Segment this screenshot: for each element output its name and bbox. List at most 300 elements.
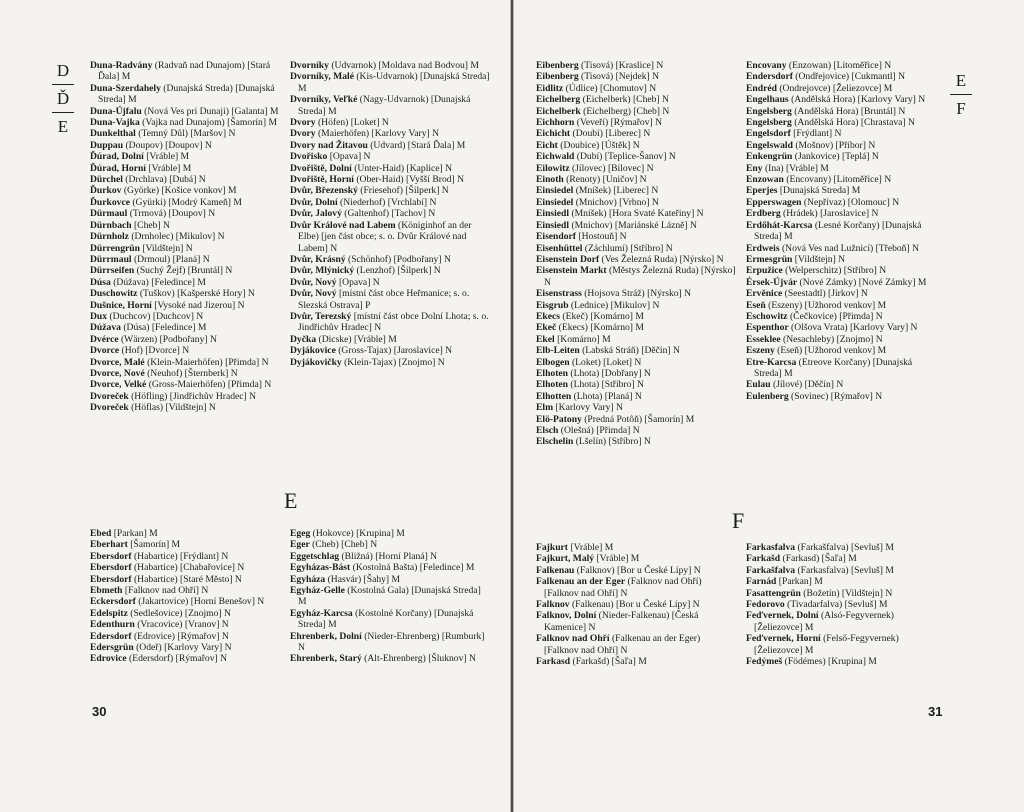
gazetteer-entry [536, 140, 736, 151]
entry-details: (Tisová) [Kraslice] N [578, 60, 664, 71]
gazetteer-entry [290, 265, 490, 276]
tab-letter-e: E [955, 71, 967, 90]
entry-headword: Etre-Karcsa [746, 356, 797, 368]
entry-headword: Falkenau an der Eger [536, 576, 626, 588]
right-page [513, 0, 1024, 812]
gazetteer-entry [290, 311, 490, 334]
entry-headword: Falknov nad Ohří [536, 633, 610, 645]
entry-headword: Dyčka [290, 333, 317, 345]
entry-headword: Ehrenberk, Dolní [290, 630, 362, 642]
entry-headword: Eulau [746, 379, 771, 391]
entry-details: (Schönhof) [Podbořany] N [345, 253, 451, 265]
entry-headword: Elö-Patony [536, 413, 582, 425]
entry-headword: Encovany [746, 60, 787, 71]
entry-details: (Lhota) [Stříbro] N [568, 379, 644, 391]
gazetteer-entry [746, 185, 942, 196]
entry-details: (Friesehof) [Šilperk] N [357, 185, 449, 197]
entry-details: (Jakartovice) [Horní Benešov] N [135, 596, 265, 608]
gazetteer-entry [90, 345, 288, 356]
entry-details: (Bližná) [Horní Planá] N [339, 550, 438, 562]
entry-details: (Mnichov) [Mariánské Lázně] N [569, 219, 697, 231]
entry-details: (Nieder-Ehrenberg) [Rumburk] N [298, 630, 485, 654]
entry-details: (Dubí) [Teplice-Šanov] N [574, 151, 676, 163]
gazetteer-entry [90, 653, 288, 664]
entry-details: (Dúsa) [Feledince] M [120, 322, 207, 334]
entry-headword: Dvůr, Nový [290, 276, 337, 288]
gazetteer-entry [290, 608, 490, 631]
gazetteer-entry [290, 220, 490, 254]
section-letter: F [732, 508, 745, 533]
entry-headword: Eckersdorf [90, 596, 136, 608]
gazetteer-entry [746, 117, 942, 128]
entry-headword: Duna-Szerdahely [90, 82, 161, 94]
entry-details: [Karlovy Vary] N [553, 402, 623, 414]
gazetteer-entry [90, 117, 288, 128]
entry-headword: Ďurkov [90, 185, 122, 197]
gazetteer-entry [536, 254, 736, 265]
gazetteer-entry [290, 94, 490, 117]
entry-headword: Enkengrün [746, 151, 793, 163]
entry-headword: Ekecs [536, 310, 560, 322]
gazetteer-entry [90, 106, 288, 117]
entry-details: (Nieder-Falkenau) [Česká Kamenice] N [544, 610, 699, 633]
entry-details: [Vráble] M [594, 553, 640, 565]
gazetteer-entry [290, 562, 490, 573]
gazetteer-entry [290, 631, 490, 654]
entry-details: (Udvard) [Stará Ďala] M [367, 139, 466, 151]
entry-details: [místní část obce Dolní Lhota; s. o. Jindřichův Hradec] N [298, 310, 489, 334]
entry-details: (Doubice) [Úštěk] N [557, 139, 640, 151]
entry-headword: Erpužice [746, 265, 783, 277]
entry-details: (Niederhof) [Vrchlabí] N [337, 196, 437, 208]
entry-headword: Einoth [536, 174, 564, 186]
gazetteer-entry [290, 288, 490, 311]
gazetteer-entry [536, 633, 736, 656]
gazetteer-entry [290, 357, 490, 368]
entries-column-bottom-left [90, 528, 288, 665]
entry-details: (Ekeč) [Komárno] M [559, 310, 644, 322]
entry-details: (Farkašd) [Šaľa] M [570, 656, 647, 668]
entry-headword: Einsiedl [536, 208, 570, 220]
entry-details: (Nesachleby) [Znojmo] N [780, 333, 883, 345]
entry-details: (Falknov) [Bor u České Lípy] N [574, 564, 701, 576]
gazetteer-entry [746, 588, 942, 599]
gazetteer-entry [90, 551, 288, 562]
entry-headword: Dvoreček [90, 390, 129, 402]
gazetteer-entry [290, 528, 490, 539]
entry-details: (Felső-Fegyvernek) [Želiezovce] M [754, 633, 899, 656]
gazetteer-entry [90, 151, 288, 162]
entry-details: (Drnholec) [Mikulov] N [128, 231, 225, 243]
entry-details: (Lhota) [Planá] N [571, 390, 642, 402]
entry-details: (Ina) [Vráble] M [762, 162, 829, 174]
entry-headword: Eseň [746, 299, 766, 311]
gazetteer-entry [746, 265, 942, 276]
gazetteer-entry [290, 334, 490, 345]
entry-details: [Šamorín] M [127, 539, 181, 551]
entry-headword: Ebmeth [90, 585, 123, 597]
entry-details: (Eseň) [Užhorod venkov] M [774, 345, 887, 357]
entry-details: (Labská Stráň) [Děčín] N [579, 345, 680, 357]
gazetteer-entry [90, 596, 288, 607]
gazetteer-entry [746, 208, 942, 219]
entry-details: [Vráble] M [567, 542, 614, 553]
entry-details: (Nová Ves pri Dunaji) [Galanta] M [141, 105, 279, 117]
gazetteer-entry [536, 436, 736, 447]
entry-headword: Egeg [290, 528, 311, 539]
gazetteer-entry [90, 128, 288, 139]
entry-headword: Dürrengrün [90, 242, 140, 254]
gazetteer-entry [536, 94, 736, 105]
gazetteer-entry [536, 163, 736, 174]
entry-details: (Farkasfalva) [Sevluš] M [795, 564, 894, 576]
entry-details: (Ves Železná Ruda) [Nýrsko] N [599, 253, 724, 265]
gazetteer-entry [746, 334, 942, 345]
entry-headword: Egyház-Karcsa [290, 607, 353, 619]
gazetteer-entry [536, 185, 736, 196]
entry-headword: Fasattengrün [746, 587, 801, 599]
gazetteer-entry [90, 322, 288, 333]
entry-details: (Dunajská Streda) [Dunajská Streda] M [98, 82, 275, 106]
entry-details: (Temný Důl) [Maršov] N [135, 128, 236, 140]
gazetteer-entry [90, 528, 288, 539]
entry-details: [Hostouň] N [575, 231, 627, 243]
gazetteer-entry [290, 551, 490, 562]
entry-headword: Espenthor [746, 322, 789, 334]
entry-headword: Falknov [536, 599, 570, 611]
gazetteer-entry [536, 576, 736, 599]
gazetteer-entry [90, 220, 288, 231]
entry-headword: Erdőhát-Karcsa [746, 219, 813, 231]
entry-headword: Dvůr Králové nad Labem [290, 219, 396, 231]
entry-details: (Kostolné Korčany) [Dunajská Streda] M [298, 607, 474, 631]
entry-headword: Feďvernek, Horní [746, 633, 821, 645]
entry-headword: Dúsa [90, 276, 111, 288]
gazetteer-entry [536, 60, 736, 71]
entry-headword: Dürmaul [90, 208, 128, 220]
entry-headword: Ekel [536, 333, 555, 345]
entry-details: (Falknov nad Ohří) [Falknov nad Ohří] N [544, 576, 702, 599]
entry-details: [Cheb] N [131, 219, 170, 231]
entry-headword: Farkasd [536, 656, 571, 668]
entry-details: (Alsó-Fegyvernek) [Želiezovce] M [754, 610, 894, 633]
gazetteer-entry [536, 197, 736, 208]
entry-details: (Lednice) [Mikulov] N [568, 299, 660, 311]
entry-details: [Parkan] M [776, 576, 823, 588]
gazetteer-entry [90, 265, 288, 276]
entry-headword: Ebed [90, 528, 112, 539]
gazetteer-entry [290, 140, 490, 151]
entry-details: (Vajka nad Dunajom) [Šamorín] M [139, 117, 277, 129]
entry-details: (Údlice) [Chomutov] N [563, 82, 657, 94]
entry-details: (Eichelberk) [Cheb] N [580, 94, 669, 106]
gazetteer-entry [536, 565, 736, 576]
gazetteer-entry [536, 128, 736, 139]
entry-headword: Engelsberg [746, 117, 792, 129]
gazetteer-entry [536, 425, 736, 436]
entry-headword: Enzowan [746, 174, 784, 186]
entry-details: (Lšelín) [Stříbro] N [573, 436, 651, 448]
entry-headword: Elschelin [536, 436, 574, 448]
entry-headword: Falkenau [536, 564, 575, 576]
entry-headword: Einsiedl [536, 219, 570, 231]
entry-details: (Sovinec) [Rýmařov] N [788, 390, 883, 402]
entry-headword: Ďurkovce [90, 196, 130, 208]
entry-headword: Eggetschlag [290, 550, 340, 562]
entry-details: (Drmoul) [Planá] N [131, 253, 210, 265]
entry-headword: Epperswagen [746, 196, 802, 208]
gazetteer-entry [90, 631, 288, 642]
gazetteer-entry [290, 574, 490, 585]
entry-details: (Predná Potôň) [Šamorín] M [581, 413, 695, 425]
entry-headword: Edenthurn [90, 619, 135, 631]
entry-headword: Farkašd [746, 553, 781, 565]
entry-details: (Tuškov) [Kašperské Hory] N [137, 288, 255, 300]
entry-headword: Dvorníky, Malé [290, 71, 354, 83]
entry-headword: Eilowitz [536, 162, 570, 174]
entry-details: (Klein-Maierhöfen) [Přimda] N [144, 356, 269, 368]
gazetteer-entry [746, 151, 942, 162]
entry-headword: Fedorovo [746, 599, 785, 611]
entry-details: (Cheb) [Cheb] N [309, 539, 378, 551]
gazetteer-entry [536, 151, 736, 162]
gazetteer-entry [90, 402, 288, 413]
entry-headword: Einsiedel [536, 185, 574, 197]
left-page [0, 0, 511, 812]
gazetteer-entry [290, 585, 490, 608]
entry-headword: Dvůr, Mlýnický [290, 265, 355, 277]
entry-details: (Trmová) [Doupov] N [127, 208, 216, 220]
entry-details: (Mnichov) [Vrbno] N [573, 196, 659, 208]
entry-details: (Jankovice) [Teplá] N [792, 151, 879, 163]
entry-details: (Höflas) [Vildštejn] N [128, 402, 216, 414]
entry-details: (Eszeny) [Užhorod venkov] M [765, 299, 887, 311]
gazetteer-entry [536, 288, 736, 299]
gazetteer-entry [746, 391, 942, 402]
entry-headword: Egyháza [290, 573, 326, 585]
entry-headword: Erdberg [746, 208, 781, 220]
entry-details: [Dunajská Streda] M [777, 185, 861, 197]
entry-headword: Egyház-Gelle [290, 585, 345, 597]
gazetteer-entry [746, 197, 942, 208]
entry-details: (Olešná) [Přimda] N [558, 425, 640, 436]
tab-letter-f: F [956, 99, 966, 118]
gazetteer-entry [746, 163, 942, 174]
section-letter: E [284, 488, 298, 513]
entry-headword: Eulenberg [746, 390, 789, 402]
gazetteer-entry [90, 608, 288, 619]
gazetteer-entry [746, 379, 942, 390]
entry-details: (Lenzhof) [Šilperk] N [354, 265, 441, 277]
gazetteer-entry [536, 83, 736, 94]
entry-details: (Olšova Vrata) [Karlovy Vary] N [788, 322, 918, 334]
entry-headword: Ermesgrün [746, 253, 793, 265]
gazetteer-entry [746, 610, 942, 633]
entry-headword: Farkasfalva [746, 542, 796, 553]
entry-headword: Edrovice [90, 653, 127, 665]
entry-details: (Unter-Haid) [Kaplice] N [351, 162, 453, 174]
gazetteer-entry [746, 576, 942, 587]
entry-details: (Klein-Tajax) [Znojmo] N [341, 356, 445, 368]
entry-details: (Königinhof an der Elbe) [jen část obce; s. o. Dvůr Králové nad Labem] N [298, 219, 472, 254]
gazetteer-entry [290, 345, 490, 356]
entry-details: (Čečkovice) [Přimda] N [787, 310, 883, 322]
entry-headword: Elhoten [536, 367, 568, 379]
gazetteer-entry [90, 585, 288, 596]
gazetteer-entry [536, 553, 736, 564]
entry-details: [Falknov nad Ohří] N [122, 585, 209, 597]
gazetteer-entry [90, 254, 288, 265]
entry-headword: Dvory nad Žitavou [290, 139, 368, 151]
tab-letter-d: D [56, 61, 70, 80]
gazetteer-entry [536, 379, 736, 390]
entries-column-bottom-right [290, 528, 490, 665]
entry-headword: Elsch [536, 425, 559, 436]
entry-details: (Jílovec) [Bílovec] N [569, 162, 654, 174]
entry-headword: Engelsberg [746, 105, 792, 117]
gazetteer-entry [746, 656, 942, 667]
entry-headword: Eisgrub [536, 299, 569, 311]
entry-headword: Einsiedel [536, 196, 574, 208]
entry-headword: Dvořisko [290, 151, 328, 163]
entry-details: (Ondrejovce) [Želiezovce] M [776, 82, 893, 94]
entry-headword: Dvory [290, 128, 316, 140]
tab-divider [950, 94, 972, 95]
entry-headword: Duna-Vajka [90, 117, 140, 129]
entry-details: (Seestadtl) [Jirkov] N [782, 288, 868, 300]
entry-details: (Veveří) [Rýmařov] N [574, 117, 663, 129]
gazetteer-entry [746, 565, 942, 576]
entry-headword: Dürrseifen [90, 265, 135, 277]
entry-headword: Dvorce, Velké [90, 379, 147, 391]
entry-headword: Engelhaus [746, 94, 789, 106]
entry-headword: Ďúrad, Horní [90, 162, 146, 174]
entry-details: (Höfling) [Jindřichův Hradec] N [128, 390, 257, 402]
entry-headword: Ebersdorf [90, 550, 132, 562]
gazetteer-entry [746, 357, 942, 380]
gazetteer-entry [536, 357, 736, 368]
entry-details: (Wärzen) [Podbořany] N [118, 333, 217, 345]
entry-headword: Ervěnice [746, 288, 783, 300]
entry-headword: Dürrmaul [90, 253, 132, 265]
entry-details: [Parkan] M [111, 528, 158, 539]
entry-details: (Ekecs) [Komárno] M [556, 322, 644, 334]
gazetteer-entry [290, 653, 490, 664]
entry-headword: Eidlitz [536, 82, 564, 94]
entry-details: (Hokovce) [Krupina] M [310, 528, 405, 539]
gazetteer-entry [90, 197, 288, 208]
gazetteer-entry [90, 619, 288, 630]
gazetteer-entry [746, 553, 942, 564]
entry-headword: Eichhorn [536, 117, 575, 129]
entry-headword: Dvoreček [90, 402, 129, 414]
gazetteer-entry [90, 379, 288, 390]
gazetteer-entry [90, 574, 288, 585]
page-number: 30 [92, 704, 107, 719]
entry-headword: Dürnbach [90, 219, 132, 231]
entry-headword: Eisenstein Markt [536, 265, 607, 277]
entry-headword: Eschowitz [746, 310, 788, 322]
gazetteer-entry [536, 265, 736, 288]
entry-details: (Suchý Žejf) [Bruntál] N [134, 265, 233, 277]
entry-details: (Nová Ves nad Lužnicí) [Třeboň] N [779, 242, 919, 254]
gazetteer-entry [746, 128, 942, 139]
entry-headword: Dvořiště, Horní [290, 174, 354, 186]
entry-details: (Gyürki) [Modrý Kameň] M [129, 196, 242, 208]
gazetteer-entry [90, 539, 288, 550]
gazetteer-entry [536, 117, 736, 128]
entry-details: (Duchcov) [Duchcov] N [107, 310, 204, 322]
entry-headword: Dyjákovičky [290, 356, 342, 368]
entry-headword: Eisenstein Dorf [536, 253, 600, 265]
gazetteer-entry [90, 357, 288, 368]
entry-details: (Vracovice) [Vranov] N [134, 619, 229, 631]
tab-divider [52, 84, 74, 85]
entry-details: (Edersdorf) [Rýmařov] N [126, 653, 228, 665]
entry-details: (Edrovice) [Rýmařov] N [131, 630, 229, 642]
entries-column-bottom-left [536, 542, 736, 667]
entry-details: (Hrádek) [Jaroslavice] N [780, 208, 879, 220]
entry-details: (Sedlešovice) [Znojmo] N [127, 607, 231, 619]
gazetteer-entry [290, 539, 490, 550]
entry-headword: Dvůr, Jalový [290, 208, 342, 220]
entry-headword: Ebersdorf [90, 562, 132, 574]
entry-details: (Nové Zámky) [Nové Zámky] M [797, 276, 927, 288]
entry-headword: Eicht [536, 139, 558, 151]
gazetteer-entry [746, 140, 942, 151]
entry-details: [Frýdlant] N [790, 128, 842, 140]
entry-headword: Engelsdorf [746, 128, 791, 140]
entry-headword: Eisendorf [536, 231, 576, 243]
gazetteer-entry [90, 391, 288, 402]
entry-headword: Dvůr, Březenský [290, 185, 358, 197]
entry-headword: Duppau [90, 139, 124, 151]
gazetteer-entry [90, 231, 288, 242]
entry-details: (Ober-Haid) [Vyšší Brod] N [353, 174, 465, 186]
entry-details: (Galtenhof) [Tachov] N [341, 208, 436, 220]
entry-headword: Dvory [290, 117, 316, 129]
entry-details: (Hojsova Stráž) [Nýrsko] N [581, 288, 692, 300]
entry-details: [Vysoké nad Jizerou] N [151, 299, 245, 311]
gazetteer-entry [746, 288, 942, 299]
entry-headword: Ebersdorf [90, 573, 132, 585]
entry-details: (Dúžava) [Feledince] M [110, 276, 206, 288]
gazetteer-entry [746, 542, 942, 553]
entry-details: (Födémes) [Krupina] M [782, 656, 877, 668]
entry-details: (Neuhof) [Šternberk] N [144, 367, 238, 379]
gazetteer-entry [536, 656, 736, 667]
entry-headword: Duna-Radvány [90, 60, 153, 71]
entry-details: (Loket) [Loket] N [569, 356, 642, 368]
gazetteer-entry [746, 633, 942, 656]
entry-headword: Elb-Leiten [536, 345, 580, 357]
gazetteer-entry [290, 277, 490, 288]
entry-details: (Gross-Tajax) [Jaroslavice] N [335, 345, 453, 357]
entry-headword: Eny [746, 162, 763, 174]
entry-headword: Dúžava [90, 322, 121, 334]
gazetteer-entry [90, 243, 288, 254]
gazetteer-entry [536, 610, 736, 633]
entry-details: (Farkasd) [Šaľa] M [780, 553, 857, 565]
entry-details: (Hof) [Dvorce] N [119, 345, 190, 357]
entry-headword: Dürnholz [90, 231, 129, 243]
entry-headword: Fajkurt, Malý [536, 553, 595, 565]
entry-headword: Engelswald [746, 139, 793, 151]
entry-headword: Dvorníky [290, 60, 329, 71]
entry-details: [Vráble] M [143, 151, 190, 163]
entry-details: [Komárno] M [554, 333, 611, 345]
entry-details: (Kostolná Bašta) [Feledince] M [350, 562, 475, 574]
